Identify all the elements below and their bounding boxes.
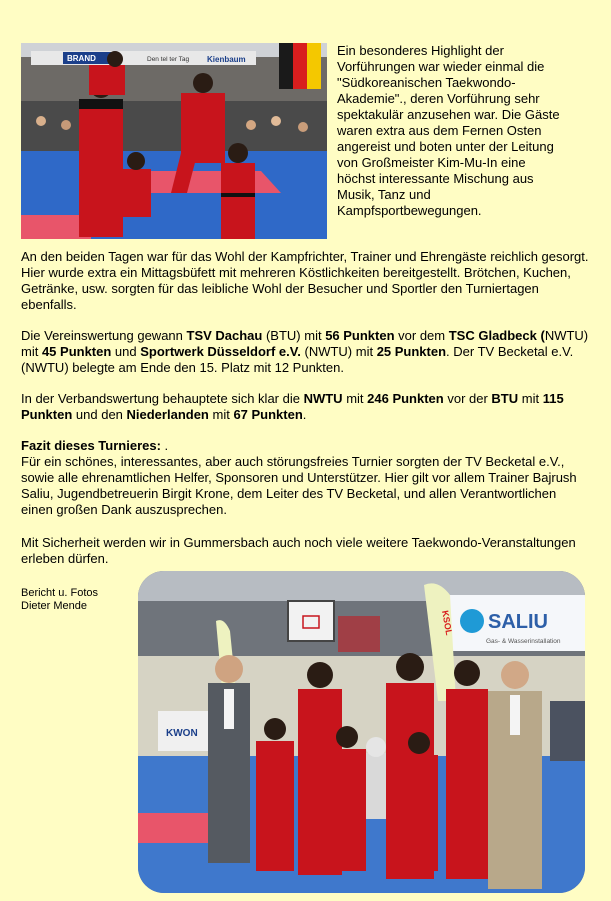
banner-kienbaum-text: Kienbaum xyxy=(207,55,246,64)
child-kneeling xyxy=(121,169,151,217)
child-athlete-1-head xyxy=(264,718,286,740)
conclusion-heading: Fazit dieses Turnieres: xyxy=(21,438,161,453)
conclusion-text: Für ein schönes, interessantes, aber auch störungsfreies Turnier sorgten der TV Becketal e.V., sowie alle ehrenamtlichen Helfer, Sponsoren und Unterstützer. Hier gilt vor allem Trainer Bajrush Saliu, Jugendbetreuerin Birgit Krone, dem Leiter des TV Becketal, und allen Verantwortlichen einen großen Dank auszusprechen. xyxy=(21,454,577,517)
athlete-left-dobok xyxy=(79,99,123,237)
club-ranking-text: und xyxy=(111,344,141,359)
intro-paragraph: Ein besonderes Highlight der Vorführungen war wieder einmal die "Südkoreanischen Taekwondo- Akademie"., deren Vorführung sehr spektakulär anzusehen war. Die Gäste waren extra aus dem Fernen Osten angereist und boten unter der Leitung von Großmeister Kim-Mu-In eine höchst interessante Mischung aus Musik, Tanz und Kampfsportbewegungen. xyxy=(337,43,560,218)
athlete-jumping-dobok xyxy=(181,93,225,163)
basketball-backboard xyxy=(288,601,334,641)
banner-day-text: Den tel ter Tag xyxy=(147,56,190,63)
spectator xyxy=(298,122,308,132)
club-ranking-third-points: 25 Punkten xyxy=(376,344,447,359)
adult-athlete-female-head xyxy=(307,662,333,688)
federation-second-points: 115 Punkten xyxy=(21,391,564,422)
child-standing xyxy=(221,163,255,239)
child-athlete-2 xyxy=(328,749,366,871)
banner-brand-text: BRAND xyxy=(67,54,96,63)
trophy-cup xyxy=(366,737,386,757)
club-ranking-text: . Der TV Becketal e.V. (NWTU) belegte am Ende den 15. Platz mit 12 Punkten. xyxy=(21,344,574,375)
federation-ranking-text: mit xyxy=(342,391,368,406)
club-ranking-first: TSV Dachau xyxy=(186,328,263,343)
federation-ranking-text: vor der xyxy=(443,391,492,406)
federation-ranking-text: mit xyxy=(208,407,234,422)
federation-ranking-text: In der Verbandswertung behauptete sich klar die xyxy=(21,391,304,406)
sponsor-subtitle: Gas- & Wasserinstallation xyxy=(486,638,561,645)
official-right-shirt xyxy=(510,695,520,735)
club-ranking-second: TSC Gladbeck ( xyxy=(448,328,545,343)
child-standing-belt xyxy=(221,193,255,197)
spectator-right xyxy=(550,701,585,761)
athlete-jumping-head xyxy=(193,73,213,93)
side-banner-text: KWON xyxy=(166,728,198,739)
child-standing-head xyxy=(228,143,248,163)
conclusion-heading-suffix: . xyxy=(160,438,169,453)
club-ranking-text: NWTU) mit xyxy=(21,328,589,359)
flag-gold xyxy=(307,43,321,89)
spectator xyxy=(271,116,281,126)
lifted-athlete xyxy=(89,65,125,95)
club-ranking-text: vor dem xyxy=(394,328,449,343)
adult-athlete-male-2 xyxy=(446,689,488,879)
federation-ranking-text: und den xyxy=(72,407,127,422)
official-left-head xyxy=(215,655,243,683)
child-kneeling-head xyxy=(127,152,145,170)
child-athlete-1 xyxy=(256,741,294,871)
red-frame xyxy=(338,616,380,652)
child-athlete-3 xyxy=(400,755,438,871)
club-ranking-paragraph xyxy=(21,328,591,376)
adult-athlete-male-2-head xyxy=(454,660,480,686)
child-athlete-3-head xyxy=(408,732,430,754)
spectator xyxy=(61,120,71,130)
club-ranking-first-points: 56 Punkten xyxy=(325,328,395,343)
sponsor-name: SALIU xyxy=(488,611,548,633)
club-ranking-third: Sportwerk Düsseldorf e.V. xyxy=(140,344,301,359)
demonstration-photo-graphic xyxy=(21,43,327,239)
spectator xyxy=(36,116,46,126)
award-photo-graphic xyxy=(138,571,585,893)
federation-second: BTU xyxy=(491,391,519,406)
club-ranking-text: (BTU) mit xyxy=(262,328,326,343)
federation-first-points: 246 Punkten xyxy=(367,391,444,406)
club-ranking-second-points: 45 Punkten xyxy=(41,344,112,359)
federation-ranking-text: . xyxy=(302,407,307,422)
federation-ranking-paragraph xyxy=(21,391,591,423)
child-athlete-2-head xyxy=(336,726,358,748)
official-left-shirt xyxy=(224,689,234,729)
lifted-athlete-head xyxy=(107,51,123,67)
photo-taekwondo-demonstration xyxy=(21,43,327,239)
conclusion-paragraph xyxy=(21,438,591,518)
official-right-head xyxy=(501,661,529,689)
federation-third: Niederlanden xyxy=(126,407,209,422)
federation-first: NWTU xyxy=(303,391,343,406)
photo-award-ceremony xyxy=(138,571,585,893)
club-ranking-text: Die Vereinswertung gewann xyxy=(21,328,187,343)
sponsor-logo-icon xyxy=(460,609,484,633)
club-ranking-text: (NWTU) mit xyxy=(300,344,377,359)
trophy xyxy=(366,753,386,819)
federation-third-points: 67 Punkten xyxy=(233,407,303,422)
feather-flag-text: KSOL xyxy=(440,609,455,636)
athlete-left-collar xyxy=(79,99,123,109)
federation-ranking-text: mit xyxy=(518,391,543,406)
mat-red-zone xyxy=(131,171,281,193)
catering-paragraph: An den beiden Tagen war für das Wohl der Kampfrichter, Trainer und Ehrengäste reichlich gesorgt. Hier wurde extra ein Mittagsbüfett mit mehreren Köstlichkeiten bereitgestellt. Brötchen, Kuchen, Getränke, usw. sorgten für das leibliche Wohl der Besucher und Sportler den Turniertagen ebenfalls. xyxy=(21,249,589,312)
photo-credit: Bericht u. Fotos Dieter Mende xyxy=(21,587,99,612)
adult-athlete-male-1-head xyxy=(396,653,424,681)
flag-black xyxy=(279,43,293,89)
flag-red xyxy=(293,43,307,89)
spectator xyxy=(246,120,256,130)
closing-paragraph: Mit Sicherheit werden wir in Gummersbach auch noch viele weitere Taekwondo-Veranstaltungen erleben dürfen. xyxy=(21,535,576,566)
